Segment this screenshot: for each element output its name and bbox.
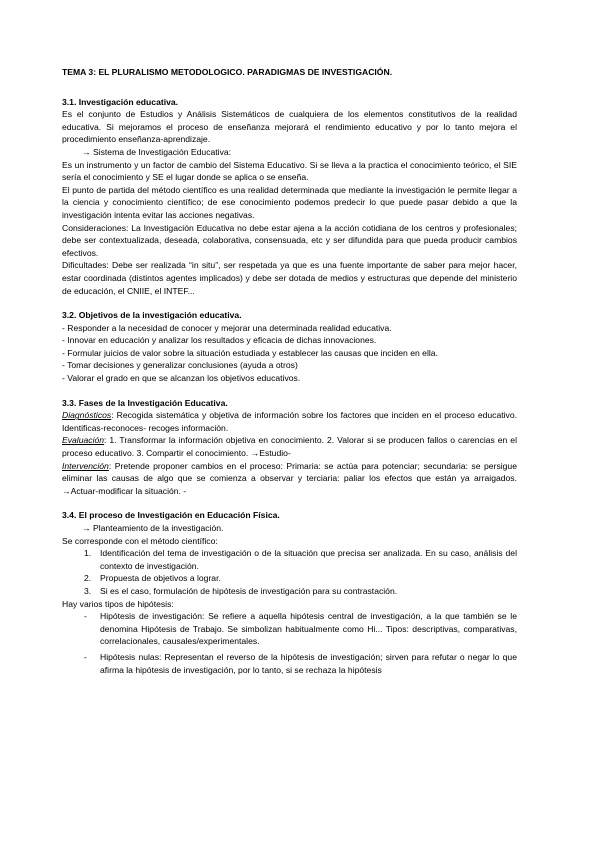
- dash-bullet: -: [84, 651, 87, 662]
- list-item: [62, 610, 517, 648]
- paragraph: Consideraciones: La Investigación Educativa no debe estar ajena a la acción cotidiana de los centros y profesionales; debe ser contextualizada, deseada, colaborativa, consensuada, etc y ser difundida para que pueda producir cambios efectivos.: [62, 222, 517, 258]
- item-text: Hipótesis de investigación: Se refiere a aquella hipótesis central de investigación, a la que también se le denomina Hipótesis de Trabajo. Se simbolizan habitualmente como Hi... Tipos: descriptivas, comparativas, correlacionales, causales/experimentales.: [100, 611, 517, 647]
- section-research: [62, 96, 517, 298]
- list-item: [62, 651, 517, 676]
- section-heading: 3.3. Fases de la Investigación Educativa.: [62, 397, 228, 408]
- arrow-icon: →: [82, 146, 91, 157]
- phase-label: Intervención: [62, 460, 109, 471]
- phase-intervention: [62, 460, 517, 498]
- list-item: [62, 572, 517, 585]
- section-heading: 3.4. El proceso de Investigación en Educación Física.: [62, 510, 280, 521]
- paragraph: Es un instrumento y un factor de cambio del Sistema Educativo. Si se lleva a la practica el conocimiento teórico, el SIE sería el conocimiento y SE el lugar donde se aplica o se enseña.: [62, 159, 517, 183]
- paragraph: El punto de partida del método científico es una realidad determinada que mediante la investigación le permite llegar a la ciencia y conocimiento científico; de ese conocimiento podemos predecir lo que puede pasar debido a que la investigación intenta evitar las acciones negativas.: [62, 184, 517, 220]
- section-heading: 3.2. Objetivos de la investigación educativa.: [62, 310, 242, 321]
- document-page: [62, 66, 517, 688]
- list-item: - Formular juicios de valor sobre la situación estudiada y establecer las causas que inciden en ella.: [62, 347, 438, 358]
- arrow-line: [62, 146, 517, 159]
- arrow-icon: →: [82, 523, 91, 533]
- phase-text: : Pretende proponer cambios en el proceso: Primaria: se actúa para potenciar; secundaria: se persigue eliminar las causas de algo que se comienza a observar y terciaria: paliar los efectos que están ya arraigados. →Actuar-modificar la situación. -: [62, 460, 517, 496]
- paragraph: Hay varios tipos de hipótesis:: [62, 598, 174, 609]
- section-phases: [62, 397, 517, 498]
- arrow-text: Sistema de Investigación Educativa:: [92, 146, 232, 157]
- step-text: Si es el caso, formulación de hipótesis de investigación para su contrastación.: [100, 585, 398, 596]
- paragraph: Es el conjunto de Estudios y Análisis Sistemáticos de cualquiera de los elementos constitutivos de la realidad educativa. Si mejoramos el proceso de enseñanza mejorará el rendimiento educativo y por lo tanto mejora el procedimiento enseñanza-aprendizaje.: [62, 109, 517, 145]
- step-number: 3.: [84, 585, 92, 596]
- document-title: TEMA 3: EL PLURALISMO METODOLOGICO. PARADIGMAS DE INVESTIGACIÓN.: [62, 67, 393, 77]
- section-process: [62, 509, 517, 676]
- list-item: [62, 585, 517, 598]
- dash-bullet: -: [84, 611, 87, 622]
- phase-text: : Recogida sistemática y objetiva de información sobre los factores que inciden en el proceso educativo. Identificas-reconoces- recoges información.: [62, 410, 517, 433]
- phase-diagnosis: [62, 409, 517, 434]
- list-item: - Innovar en educación y analizar los resultados y eficacia de dichas innovaciones.: [62, 335, 377, 346]
- list-item: - Tomar decisiones y generalizar conclusiones (ayuda a otros): [62, 360, 298, 371]
- step-text: Identificación del tema de investigación o de la situación que precisa ser analizada. En su caso, análisis del contexto de investigación.: [100, 548, 517, 571]
- item-text: Hipótesis nulas: Representan el reverso de la hipótesis de investigación; sirven para refutar o negar lo que afirma la hipótesis de investigación, por lo tanto, si se rechaza la hipótesis: [100, 651, 517, 675]
- phase-label: Diagnósticos: [62, 410, 112, 421]
- step-number: 2.: [84, 573, 92, 584]
- arrow-text: Planteamiento de la investigación.: [92, 523, 224, 533]
- hypothesis-list: [62, 610, 517, 676]
- steps-list: [62, 547, 517, 597]
- arrow-line: [62, 522, 517, 535]
- phase-label: Evaluación: [62, 435, 105, 446]
- paragraph: Dificultades: Debe ser realizada “in situ”, ser respetada ya que es una fuente importante de saber para mejor hacer, estar coordinada (distintos agentes implicados) y debe ser dotada de medios y estructuras que depende del ministerio de educación, el CNIIE, el INTEF...: [62, 260, 517, 296]
- list-item: [62, 547, 517, 572]
- section-objectives: [62, 309, 517, 385]
- step-number: 1.: [84, 548, 92, 559]
- phase-text: : 1. Transformar la información objetiva en conocimiento. 2. Valorar si se producen fallos o carencias en el proceso educativo. 3. Compartir el conocimiento. →Estudio-: [62, 435, 517, 459]
- list-item: - Valorar el grado en que se alcanzan los objetivos educativos.: [62, 373, 301, 384]
- phase-evaluation: [62, 434, 517, 459]
- list-item: - Responder a la necesidad de conocer y mejorar una determinada realidad educativa.: [62, 322, 392, 333]
- paragraph: Se corresponde con el método científico:: [62, 535, 218, 546]
- section-heading: 3.1. Investigación educativa.: [62, 96, 179, 107]
- step-text: Propuesta de objetivos a lograr.: [100, 573, 221, 584]
